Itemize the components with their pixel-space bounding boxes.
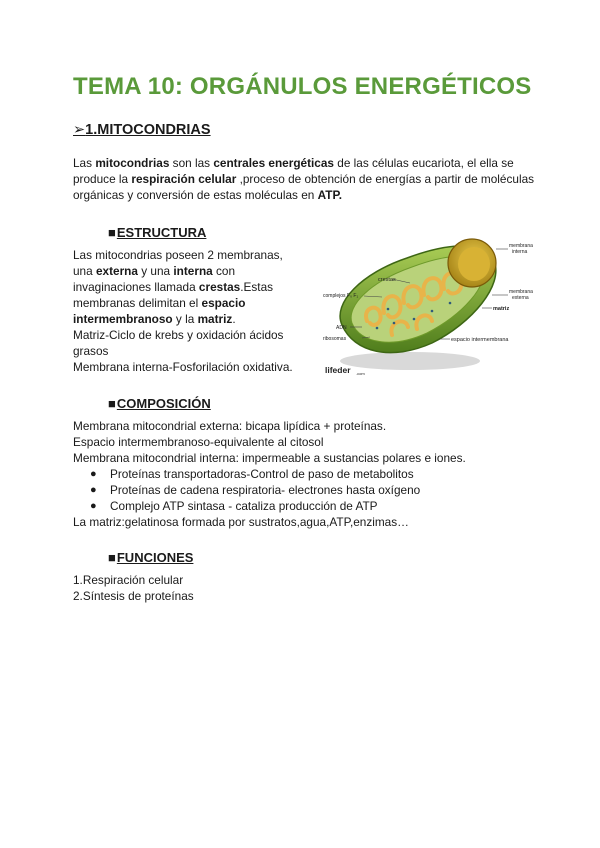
label-espacio-intermembrana: espacio intermembrana: [451, 337, 509, 343]
subheading-label: ESTRUCTURA: [116, 225, 207, 240]
bullet-dot-icon: ●: [90, 468, 97, 480]
bullet-dot-icon: ●: [90, 484, 97, 496]
funciones-item: 2.Síntesis de proteínas: [73, 589, 194, 603]
figure-shadow: [340, 352, 480, 370]
composicion-text: [73, 418, 553, 530]
list-item-text: Proteínas de cadena respiratoria- electrones hasta oxígeno: [110, 483, 421, 497]
inner-cap-shape: [458, 247, 490, 281]
composicion-line-interna: Membrana mitocondrial interna: impermeable a sustancias polares e iones.: [73, 451, 466, 465]
lifeder-logo-suffix: .com: [356, 371, 365, 376]
estructura-text-4: .Estas membranas delimitan el: [73, 280, 274, 310]
intro-text-1: Las: [73, 156, 96, 170]
label-ribosomas: ribosomas: [323, 336, 347, 342]
estructura-bold-matriz: matriz: [197, 312, 233, 326]
subheading-estructura: [108, 225, 206, 240]
estructura-text: [73, 247, 305, 375]
estructura-matriz-line: Matriz-Ciclo de krebs y oxidación ácidos grasos: [73, 328, 284, 358]
list-item-text: Proteínas transportadoras-Control de paso de metabolitos: [110, 467, 414, 481]
composicion-line-matriz: La matriz:gelatinosa formada por sustratos,agua,ATP,enzimas…: [73, 515, 409, 529]
composicion-line-espacio: Espacio intermembranoso-equivalente al citosol: [73, 435, 324, 449]
estructura-paragraph: [73, 247, 305, 327]
bullet-dot-icon: ●: [90, 500, 97, 512]
list-item-text: Complejo ATP sintasa - cataliza producción de ATP: [110, 499, 378, 513]
section-heading-mitocondrias: [73, 122, 211, 138]
list-item: [73, 466, 553, 482]
square-bullet-icon: ■: [108, 550, 116, 565]
estructura-text-3: con invaginaciones llamada: [73, 264, 236, 294]
intro-bold-respiracion: respiración celular: [131, 172, 237, 186]
intro-bold-centrales: centrales energéticas: [213, 156, 334, 170]
intro-bold-atp: ATP.: [317, 188, 343, 202]
list-item: [73, 482, 553, 498]
arrow-bullet-icon: ➢: [73, 122, 86, 138]
subheading-label: FUNCIONES: [116, 550, 194, 565]
estructura-bold-crestas: crestas: [198, 280, 241, 294]
estructura-bold-externa: externa: [95, 264, 138, 278]
label-membrana-externa-1: membrana: [509, 289, 533, 295]
intro-text-3: de las células eucariota, el ella se produce la: [73, 156, 514, 186]
label-matriz: matriz: [493, 306, 510, 312]
funciones-item: 1.Respiración celular: [73, 573, 184, 587]
lifeder-logo: lifeder: [325, 365, 351, 375]
intro-bold-mitocondrias: mitocondrias: [95, 156, 170, 170]
mitochondrion-illustration: [322, 233, 536, 383]
estructura-bold-espacio: espacio intermembranoso: [73, 296, 246, 326]
estructura-text-1: Las mitocondrias poseen 2 membranas, una: [73, 248, 283, 278]
estructura-bold-interna: interna: [173, 264, 213, 278]
label-adn: ADN: [336, 325, 347, 331]
intro-text-4: ,proceso de obtención de energías a partir de moléculas orgánicas y conversión de estas moléculas en: [73, 172, 535, 202]
estructura-text-5: y la: [172, 312, 198, 326]
label-crestas: crestas: [378, 277, 396, 283]
label-membrana-externa-2: externa: [512, 295, 529, 301]
list-item: [73, 498, 553, 514]
estructura-text-6: .: [232, 312, 236, 326]
label-membrana-interna-2: interna: [512, 249, 528, 255]
composicion-line-externa: Membrana mitocondrial externa: bicapa lipídica + proteínas.: [73, 419, 387, 433]
intro-text-2: son las: [169, 156, 214, 170]
label-complejos: complejos F₀ F₁: [323, 293, 359, 299]
label-membrana-interna-1: membrana: [509, 243, 533, 249]
square-bullet-icon: ■: [108, 396, 116, 411]
subheading-composicion: [108, 396, 211, 411]
section-heading-label: 1.MITOCONDRIAS: [85, 122, 211, 138]
intro-paragraph: [73, 155, 543, 203]
composicion-bullet-list: [73, 466, 553, 514]
subheading-funciones: [108, 550, 193, 565]
subheading-label: COMPOSICIÓN: [116, 396, 211, 411]
estructura-text-2: y una: [137, 264, 174, 278]
estructura-membrana-line: Membrana interna-Fosforilación oxidativa.: [73, 360, 293, 374]
page-title: TEMA 10: ORGÁNULOS ENERGÉTICOS: [73, 73, 532, 100]
funciones-text: [73, 572, 473, 604]
square-bullet-icon: ■: [108, 225, 116, 240]
